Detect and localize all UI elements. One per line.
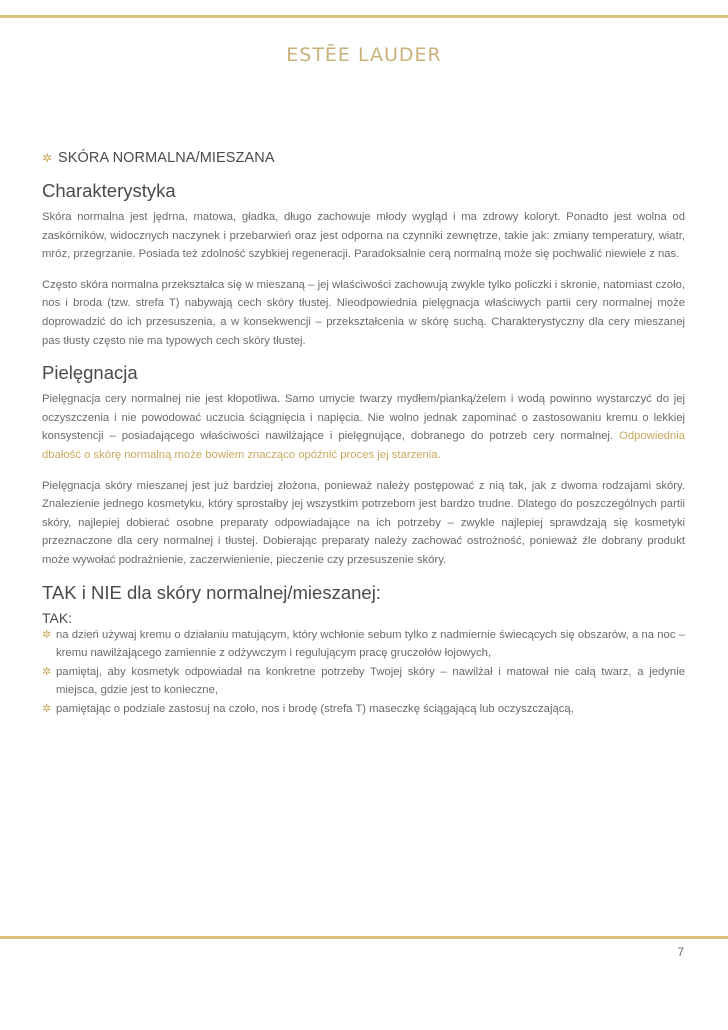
star-icon: ✲ [42, 702, 52, 715]
heading-characteristics: Charakterystyka [42, 180, 176, 201]
brand-logo: ESTĒE LAUDER [286, 44, 442, 66]
list-item [42, 700, 685, 719]
list-item-text: pamiętając o podziale zastosuj na czoło, nos i brodę (strefa T) maseczkę ściągającą lub oczyszczającą, [56, 702, 574, 715]
page-number: 7 [677, 945, 684, 959]
page-content [42, 150, 685, 718]
heading-yes-no: TAK i NIE dla skóry normalnej/mieszanej: [42, 581, 381, 603]
list-item-text: pamiętaj, aby kosmetyk odpowiadał na konkretne potrzeby Twojej skóry – nawilżał i matował nie całą twarz, a jedynie miejsca, gdzie jest to konieczne, [56, 665, 685, 697]
paragraph-3-text: Pielęgnacja cery normalnej nie jest kłopotliwa. Samo umycie twarzy mydłem/pianką/żelem i wodą powinno wystarczyć do jej oczyszczenia i nie powodować uczucia ściągnięcia i napięcia. Nie wolno jednak zapominać o zastosowaniu kremu o lekkiej konsystencji – posiadającego właściwości nawilżające i pielęgnujące, dobranego do potrzeb cery normalnej. [42, 393, 685, 443]
list-item-text: na dzień używaj kremu o działaniu matującym, który wchłonie sebum tylko z nadmiernie świecących się obszarów, a na noc – kremu nawilżającego zamiennie z odżywczym i regulującym pracę gruczołów łojowych, [56, 628, 685, 660]
bottom-gold-rule [0, 936, 728, 939]
star-icon: ✲ [42, 665, 52, 678]
list-item [42, 626, 685, 663]
paragraph-3 [42, 390, 685, 464]
paragraph-1: Skóra normalna jest jędrna, matowa, gładka, długo zachowuje młody wygląd i ma zdrowy koloryt. Ponadto jest wolna od zaskórników, widocznych naczynek i przebarwień oraz jest odporna na czynniki zewnętrze, takie jak: zmiany temperatury, wiatr, mróz, przegrzanie. Posiada też zdolność szybkiej regeneracji. Paradoksalnie cerą normalną może się pochwalić niewiele z nas. [42, 211, 685, 261]
star-icon: ✲ [42, 628, 52, 641]
section-label-text: SKÓRA NORMALNA/MIESZANA [58, 150, 275, 166]
yes-list [42, 626, 685, 719]
section-label [42, 150, 685, 166]
paragraph-2: Często skóra normalna przekształca się w mieszaną – jej właściwości zachowują zwykle tylko policzki i skronie, natomiast czoło, nos i broda (tzw. strefa T) nabywają cech skóry tłustej. Nieodpowiednia pielęgnacja właściwych partii cery normalnej może doprowadzić do ich przesuszenia, a w konsekwencji – przekształcenia w skórę suchą. Charakterystyczny dla cery mieszanej pas tłusty często nie ma typowych cech skóry tłustej. [42, 278, 685, 347]
heading-care: Pielęgnacja [42, 362, 138, 384]
star-icon: ✲ [42, 151, 53, 165]
list-item [42, 663, 685, 700]
top-gold-rule [0, 15, 728, 18]
paragraph-4: Pielęgnacja skóry mieszanej jest już bardziej złożona, ponieważ należy postępować z nią tak, jak z dwoma rodzajami skóry. Znalezienie jednego kosmetyku, który sprostałby jej wszystkim potrzebom jest bardzo trudne. Dlatego do poszczególnych partii skóry, najlepiej dobierać osobne preparaty odpowiadające na ich potrzeby – zwykle najlepiej sprawdzają się kosmetyki przeznaczone dla cery normalnej i tłustej. Dobierając preparaty należy zachować ostrożność, ponieważ źle dobrany produkt może wywołać podrażnienie, zaczerwienienie, pieczenie czy przesuszenie skóry. [42, 479, 685, 566]
paragraph-3-highlight: Odpowiednia dbałość o skórę normalną może bowiem znacząco opóźnić proces jej starzenia. [42, 430, 685, 461]
yes-label: TAK: [42, 609, 73, 626]
